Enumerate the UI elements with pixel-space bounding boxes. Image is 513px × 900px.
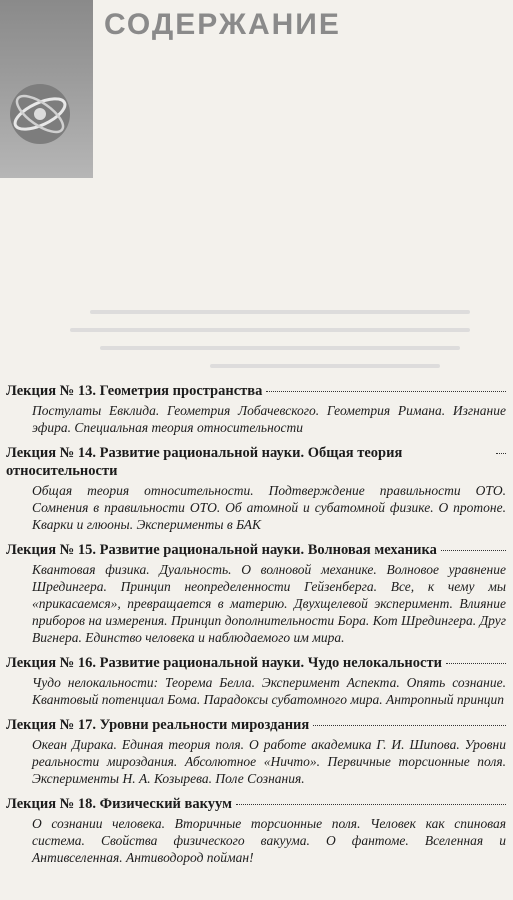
toc-entry [6, 716, 506, 787]
table-of-contents [6, 382, 506, 874]
toc-entry [6, 382, 506, 436]
toc-entry-description: Постулаты Евклида. Геометрия Лобачевского. Геометрия Римана. Изгнание эфира. Специальная теория относительности [32, 403, 506, 435]
toc-entry-title[interactable]: Лекция № 18. Физический вакуум [6, 795, 506, 813]
page-title: СОДЕРЖАНИЕ [104, 8, 341, 41]
toc-entry [6, 444, 506, 533]
toc-entry-title[interactable]: Лекция № 14. Развитие рациональной науки. Общая теория относительности [6, 444, 506, 480]
toc-entry-title[interactable]: Лекция № 15. Развитие рациональной науки. Волновая механика [6, 541, 506, 559]
toc-entry [6, 795, 506, 866]
toc-entry [6, 654, 506, 708]
atom-orbit-logo-icon [6, 80, 74, 148]
toc-entry-title[interactable]: Лекция № 16. Развитие рациональной науки. Чудо нелокальности [6, 654, 506, 672]
toc-entry-description: Чудо нелокальности: Теорема Белла. Эксперимент Аспекта. Опять сознание. Квантовый потенциал Бома. Парадоксы субатомного мира. Антропный принцип [32, 675, 506, 707]
toc-entry-title[interactable]: Лекция № 17. Уровни реальности мироздания [6, 716, 506, 734]
toc-entry [6, 541, 506, 646]
bleed-through-shadow [60, 260, 500, 380]
toc-entry-description: Океан Дирака. Единая теория поля. О работе академика Г. И. Шипова. Уровни реальности мироздания. Абсолютное «Ничто». Первичные торсионные поля. Эксперименты Н. А. Козырева. Поле Сознания. [32, 737, 506, 786]
toc-entry-description: Общая теория относительности. Подтверждение правильности ОТО. Сомнения в правильности ОТО. Об атомной и субатомной физике. О протоне. Кварки и глюоны. Эксперименты в БАК [32, 483, 506, 532]
toc-entry-description: Квантовая физика. Дуальность. О волновой механике. Волновое уравнение Шредингера. Принцип неопределенности Гейзенберга. Все, к чему мы «прикасаемся», превращается в материю. Двухщелевой эксперимент. Влияние приборов на измерения. Принцип дополнительности Бора. Кот Шредингера. Друг Вигнера. Единство человека и наблюдаемого им мира. [32, 562, 506, 645]
toc-entry-description: О сознании человека. Вторичные торсионные поля. Человек как спиновая система. Свойства физического вакуума. О фантоме. Вселенная и Антивселенная. Антиводород пойман! [32, 816, 506, 865]
decorative-sidebar-strip [0, 0, 93, 178]
toc-entry-title[interactable]: Лекция № 13. Геометрия пространства [6, 382, 506, 400]
